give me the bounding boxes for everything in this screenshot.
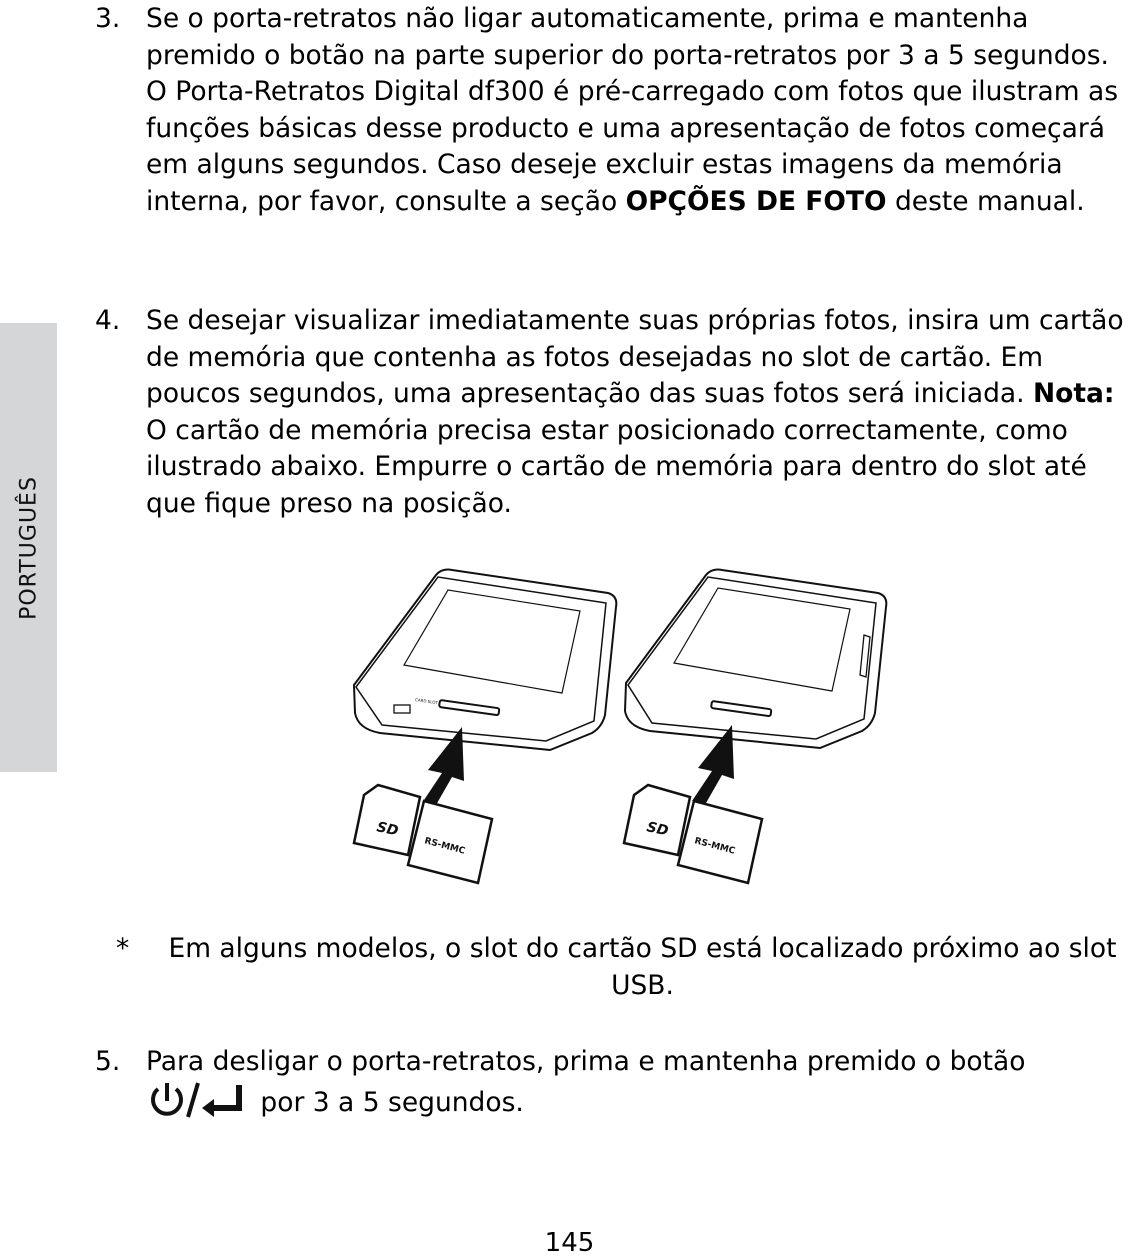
bold-reference: OPÇÕES DE FOTO: [625, 185, 887, 217]
power-enter-icon: [146, 1081, 246, 1130]
language-side-tab: [0, 323, 57, 772]
footnote-marker: *: [116, 933, 130, 964]
card-insertion-illustration: [350, 565, 890, 895]
instruction-step-3: [95, 1, 1135, 221]
footnote-text: Em alguns modelos, o slot do cartão SD está localizado próximo ao slot USB.: [168, 933, 1117, 1001]
note-label: Nota:: [1033, 378, 1115, 410]
step-text: Para desligar o porta-retratos, prima e mantenha premido o botão por 3 a 5 segundos.: [146, 1044, 1135, 1129]
step-number: 5.: [95, 1046, 121, 1077]
instruction-step-5: [95, 1044, 1135, 1129]
page-number: 145: [544, 1228, 595, 1258]
sd-logo: SD: [375, 819, 400, 840]
footnote: [110, 930, 1139, 1004]
step-number: 4.: [95, 305, 121, 336]
language-label: PORTUGUÊS: [16, 475, 41, 620]
step-number: 3.: [95, 3, 121, 34]
port-label: CARD SLOT: [414, 697, 439, 706]
step-text: Se o porta-retratos não ligar automaticamente, prima e mantenha premido o botão na parte superior do porta-retratos por 3 a 5 segundos. O Porta-Retratos Digital df300 é pré-carregado com fotos que ilustram as funções básicas desse producto e uma apresentação de fotos começará em alguns segundos. Caso deseje excluir estas imagens da memória interna, por favor, consulte a seção OPÇÕES DE FOTO deste manual.: [146, 3, 1118, 217]
sd-logo: SD: [645, 819, 670, 840]
instruction-step-4: [95, 303, 1135, 523]
mmc-label: RS-MMC: [423, 836, 467, 857]
step-text: Se desejar visualizar imediatamente suas próprias fotos, insira um cartão de memória que contenha as fotos desejadas no slot de cartão. Em poucos segundos, uma apresentação das suas fotos será iniciada. Nota: O cartão de memória precisa estar posicionado correctamente, como ilustrado abaixo. Empurre o cartão de memória para dentro do slot até que fique preso na posição.: [146, 305, 1124, 519]
mmc-label: RS-MMC: [693, 836, 737, 857]
